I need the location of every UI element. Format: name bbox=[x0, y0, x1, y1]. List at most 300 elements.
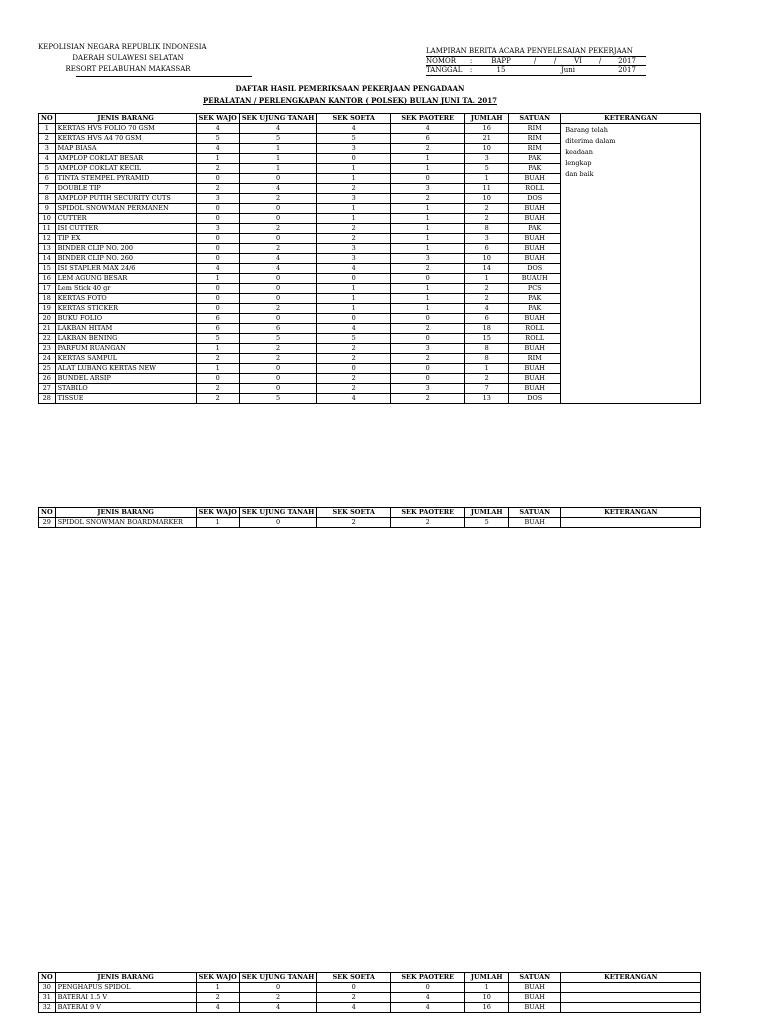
cell-value: DOS bbox=[509, 394, 561, 404]
lampiran-text: LAMPIRAN BERITA ACARA PENYELESAIAN PEKERJAAN bbox=[426, 47, 633, 55]
cell-value: 2 bbox=[391, 354, 465, 364]
cell-value: 2 bbox=[317, 354, 391, 364]
cell-value: 2 bbox=[465, 204, 509, 214]
org-underline bbox=[76, 76, 252, 77]
keterangan-cell bbox=[561, 983, 701, 993]
cell-value: 2 bbox=[239, 244, 316, 254]
cell-value: 2 bbox=[391, 194, 465, 204]
cell-value: 2 bbox=[239, 344, 316, 354]
cell-value: ROLL bbox=[509, 324, 561, 334]
cell-value: 1 bbox=[465, 983, 509, 993]
cell-value: 1 bbox=[239, 144, 316, 154]
column-header: SEK WAJO bbox=[196, 973, 239, 983]
cell-value: 0 bbox=[239, 374, 316, 384]
item-name: TISSUE bbox=[55, 394, 196, 404]
cell-value: 2 bbox=[239, 224, 316, 234]
cell-value: 0 bbox=[239, 294, 316, 304]
table-header-row bbox=[39, 114, 701, 124]
cell-value: 1 bbox=[465, 174, 509, 184]
cell-value: PCS bbox=[509, 284, 561, 294]
cell-value: RIM bbox=[509, 144, 561, 154]
lampiran-title bbox=[426, 47, 646, 57]
cell-value: BUAH bbox=[509, 244, 561, 254]
keterangan-cell bbox=[561, 1003, 701, 1013]
row-number: 17 bbox=[39, 284, 56, 294]
cell-value: ROLL bbox=[509, 184, 561, 194]
cell-value: 0 bbox=[391, 374, 465, 384]
column-header: JENIS BARANG bbox=[55, 114, 196, 124]
item-name: CUTTER bbox=[55, 214, 196, 224]
row-number: 3 bbox=[39, 144, 56, 154]
cell-value: 6 bbox=[465, 244, 509, 254]
cell-value: 4 bbox=[239, 264, 316, 274]
item-name: AMPLOP PUTIH SECURITY CUTS bbox=[55, 194, 196, 204]
item-name: LEM AGUNG BESAR bbox=[55, 274, 196, 284]
cell-value: 3 bbox=[196, 194, 239, 204]
cell-value: RIM bbox=[509, 134, 561, 144]
cell-value: 2 bbox=[465, 374, 509, 384]
cell-value: 0 bbox=[239, 364, 316, 374]
item-name: BATERAI 1.5 V bbox=[55, 993, 196, 1003]
cell-value: ROLL bbox=[509, 334, 561, 344]
item-name: KERTAS HVS FOLIO 70 GSM bbox=[55, 124, 196, 134]
cell-value: 3 bbox=[317, 244, 391, 254]
row-number: 18 bbox=[39, 294, 56, 304]
cell-value: BUAH bbox=[509, 374, 561, 384]
column-header: SEK SOETA bbox=[317, 114, 391, 124]
cell-value: 3 bbox=[317, 194, 391, 204]
column-header: JUMLAH bbox=[465, 508, 509, 518]
cell-value: 0 bbox=[239, 234, 316, 244]
cell-value: BUAH bbox=[509, 518, 561, 528]
cell-value: 2 bbox=[391, 518, 465, 528]
cell-value: 2 bbox=[317, 344, 391, 354]
cell-value: 1 bbox=[239, 164, 316, 174]
cell-value: 4 bbox=[239, 184, 316, 194]
cell-value: 11 bbox=[465, 184, 509, 194]
keterangan-cell bbox=[561, 518, 701, 528]
column-header: SATUAN bbox=[509, 114, 561, 124]
cell-value: 2 bbox=[196, 184, 239, 194]
cell-value: 15 bbox=[465, 334, 509, 344]
cell-value: 4 bbox=[196, 1003, 239, 1013]
column-header: JENIS BARANG bbox=[55, 508, 196, 518]
cell-value: 0 bbox=[317, 154, 391, 164]
column-header: SEK WAJO bbox=[196, 114, 239, 124]
cell-value: 2 bbox=[239, 993, 316, 1003]
cell-value: 2 bbox=[317, 518, 391, 528]
cell-value: 1 bbox=[465, 364, 509, 374]
item-name: KERTAS STICKER bbox=[55, 304, 196, 314]
cell-value: 8 bbox=[465, 354, 509, 364]
cell-value: 5 bbox=[239, 394, 316, 404]
item-name: LAKBAN BENING bbox=[55, 334, 196, 344]
cell-value: 0 bbox=[196, 284, 239, 294]
cell-value: BUAH bbox=[509, 364, 561, 374]
cell-value: 2 bbox=[391, 324, 465, 334]
cell-value: 0 bbox=[239, 204, 316, 214]
items-table-1 bbox=[38, 113, 701, 404]
column-header: JUMLAH bbox=[465, 973, 509, 983]
column-header: KETERANGAN bbox=[561, 114, 701, 124]
cell-value: 2 bbox=[196, 164, 239, 174]
cell-value: 4 bbox=[317, 394, 391, 404]
cell-value: 6 bbox=[196, 314, 239, 324]
cell-value: BUAH bbox=[509, 344, 561, 354]
cell-value: 5 bbox=[239, 134, 316, 144]
cell-value: 1 bbox=[391, 224, 465, 234]
row-number: 5 bbox=[39, 164, 56, 174]
table-body bbox=[39, 518, 701, 528]
cell-value: 1 bbox=[317, 284, 391, 294]
keterangan-line: dan baik bbox=[565, 170, 594, 178]
cell-value: 2 bbox=[317, 374, 391, 384]
cell-value: BUAH bbox=[509, 384, 561, 394]
cell-value: 4 bbox=[196, 144, 239, 154]
cell-value: 4 bbox=[465, 304, 509, 314]
column-header: NO bbox=[39, 114, 56, 124]
cell-value: 0 bbox=[317, 364, 391, 374]
cell-value: 0 bbox=[196, 374, 239, 384]
table-row bbox=[39, 993, 701, 1003]
cell-value: 0 bbox=[391, 174, 465, 184]
table-row bbox=[39, 1003, 701, 1013]
item-name: BUNDEL ARSIP bbox=[55, 374, 196, 384]
cell-value: 4 bbox=[391, 124, 465, 134]
item-name: STABILO bbox=[55, 384, 196, 394]
cell-value: BUAH bbox=[509, 254, 561, 264]
cell-value: 5 bbox=[239, 334, 316, 344]
item-name: BATERAI 9 V bbox=[55, 1003, 196, 1013]
cell-value: 2 bbox=[465, 214, 509, 224]
item-name: KERTAS HVS A4 70 GSM bbox=[55, 134, 196, 144]
row-number: 10 bbox=[39, 214, 56, 224]
cell-value: 4 bbox=[239, 124, 316, 134]
row-number: 29 bbox=[39, 518, 56, 528]
item-name: LAKBAN HITAM bbox=[55, 324, 196, 334]
column-header: SEK SOETA bbox=[317, 973, 391, 983]
item-name: BINDER CLIP NO. 260 bbox=[55, 254, 196, 264]
cell-value: BUAH bbox=[509, 174, 561, 184]
row-number: 1 bbox=[39, 124, 56, 134]
nomor-sep-3: / bbox=[598, 56, 602, 65]
row-number: 4 bbox=[39, 154, 56, 164]
tanggal-year: 2017 bbox=[618, 66, 636, 74]
item-name: TIP EX bbox=[55, 234, 196, 244]
cell-value: 0 bbox=[196, 304, 239, 314]
column-header: SEK PAOTERE bbox=[391, 114, 465, 124]
cell-value: 0 bbox=[196, 254, 239, 264]
cell-value: 5 bbox=[465, 164, 509, 174]
cell-value: 1 bbox=[391, 284, 465, 294]
table-row bbox=[39, 983, 701, 993]
cell-value: 3 bbox=[317, 254, 391, 264]
cell-value: 1 bbox=[317, 304, 391, 314]
column-header: SEK WAJO bbox=[196, 508, 239, 518]
nomor-sep-2: / bbox=[553, 56, 557, 65]
column-header: KETERANGAN bbox=[561, 508, 701, 518]
cell-value: PAK bbox=[509, 224, 561, 234]
cell-value: 2 bbox=[317, 234, 391, 244]
cell-value: 0 bbox=[391, 314, 465, 324]
keterangan-line: lengkap bbox=[565, 159, 592, 167]
cell-value: 1 bbox=[317, 294, 391, 304]
item-name: BINDER CLIP NO. 200 bbox=[55, 244, 196, 254]
cell-value: 1 bbox=[196, 154, 239, 164]
cell-value: 3 bbox=[391, 344, 465, 354]
cell-value: BUAH bbox=[509, 314, 561, 324]
nomor-month: VI bbox=[574, 56, 582, 65]
cell-value: 3 bbox=[196, 224, 239, 234]
cell-value: 0 bbox=[391, 334, 465, 344]
keterangan-line: diterima dalam bbox=[565, 137, 616, 145]
cell-value: PAK bbox=[509, 294, 561, 304]
cell-value: 6 bbox=[465, 314, 509, 324]
cell-value: 0 bbox=[239, 174, 316, 184]
cell-value: 1 bbox=[391, 204, 465, 214]
cell-value: 4 bbox=[317, 124, 391, 134]
cell-value: PAK bbox=[509, 164, 561, 174]
org-header bbox=[38, 42, 218, 77]
row-number: 13 bbox=[39, 244, 56, 254]
cell-value: BUAH bbox=[509, 993, 561, 1003]
cell-value: 2 bbox=[196, 354, 239, 364]
cell-value: 1 bbox=[196, 344, 239, 354]
table-row bbox=[39, 124, 701, 134]
item-name: MAP BIASA bbox=[55, 144, 196, 154]
row-number: 8 bbox=[39, 194, 56, 204]
row-number: 30 bbox=[39, 983, 56, 993]
cell-value: 0 bbox=[391, 364, 465, 374]
cell-value: 2 bbox=[317, 184, 391, 194]
cell-value: 0 bbox=[239, 518, 316, 528]
cell-value: 14 bbox=[465, 264, 509, 274]
cell-value: 3 bbox=[391, 384, 465, 394]
cell-value: 0 bbox=[239, 384, 316, 394]
document-title bbox=[200, 83, 500, 107]
cell-value: 4 bbox=[239, 1003, 316, 1013]
cell-value: 1 bbox=[196, 364, 239, 374]
row-number: 15 bbox=[39, 264, 56, 274]
item-name: ALAT LUBANG KERTAS NEW bbox=[55, 364, 196, 374]
title-line-2: PERALATAN / PERLENGKAPAN KANTOR ( POLSEK) BULAN JUNI TA. 2017 bbox=[202, 96, 497, 105]
cell-value: 0 bbox=[196, 234, 239, 244]
column-header: JENIS BARANG bbox=[55, 973, 196, 983]
nomor-sep-1: / bbox=[533, 56, 537, 65]
item-name: BUKU FOLIO bbox=[55, 314, 196, 324]
cell-value: 2 bbox=[196, 384, 239, 394]
cell-value: 0 bbox=[317, 274, 391, 284]
cell-value: 1 bbox=[239, 154, 316, 164]
org-line-1: KEPOLISIAN NEGARA REPUBLIK INDONESIA bbox=[38, 43, 207, 51]
cell-value: 0 bbox=[391, 983, 465, 993]
nomor-colon: : bbox=[469, 56, 473, 65]
cell-value: 10 bbox=[465, 254, 509, 264]
items-table-3 bbox=[38, 972, 701, 1013]
cell-value: 2 bbox=[317, 224, 391, 234]
cell-value: 3 bbox=[317, 144, 391, 154]
cell-value: 1 bbox=[391, 214, 465, 224]
cell-value: RIM bbox=[509, 354, 561, 364]
row-number: 24 bbox=[39, 354, 56, 364]
keterangan-cell bbox=[561, 124, 701, 404]
cell-value: 0 bbox=[239, 983, 316, 993]
cell-value: 16 bbox=[465, 1003, 509, 1013]
cell-value: 4 bbox=[317, 264, 391, 274]
cell-value: PAK bbox=[509, 154, 561, 164]
cell-value: 8 bbox=[465, 344, 509, 354]
cell-value: 2 bbox=[391, 264, 465, 274]
row-number: 14 bbox=[39, 254, 56, 264]
cell-value: 0 bbox=[196, 214, 239, 224]
table-body bbox=[39, 983, 701, 1013]
cell-value: 3 bbox=[391, 184, 465, 194]
keterangan-line: Barang telah bbox=[565, 126, 608, 134]
cell-value: 2 bbox=[239, 304, 316, 314]
cell-value: 1 bbox=[391, 234, 465, 244]
cell-value: 2 bbox=[239, 194, 316, 204]
cell-value: 1 bbox=[317, 214, 391, 224]
row-number: 6 bbox=[39, 174, 56, 184]
row-number: 28 bbox=[39, 394, 56, 404]
cell-value: BUAH bbox=[509, 234, 561, 244]
row-number: 25 bbox=[39, 364, 56, 374]
nomor-code: BAPP bbox=[491, 56, 511, 65]
column-header: KETERANGAN bbox=[561, 973, 701, 983]
row-number: 2 bbox=[39, 134, 56, 144]
cell-value: 0 bbox=[239, 314, 316, 324]
cell-value: 10 bbox=[465, 194, 509, 204]
cell-value: 0 bbox=[239, 284, 316, 294]
row-number: 7 bbox=[39, 184, 56, 194]
cell-value: 7 bbox=[465, 384, 509, 394]
table-row bbox=[39, 518, 701, 528]
item-name: PENGHAPUS SPIDOL bbox=[55, 983, 196, 993]
cell-value: BUAH bbox=[509, 1003, 561, 1013]
cell-value: 0 bbox=[196, 244, 239, 254]
row-number: 11 bbox=[39, 224, 56, 234]
cell-value: PAK bbox=[509, 304, 561, 314]
cell-value: 3 bbox=[391, 254, 465, 264]
items-table-2 bbox=[38, 507, 701, 528]
row-number: 22 bbox=[39, 334, 56, 344]
cell-value: 0 bbox=[196, 294, 239, 304]
cell-value: 6 bbox=[239, 324, 316, 334]
cell-value: 4 bbox=[317, 1003, 391, 1013]
row-number: 23 bbox=[39, 344, 56, 354]
item-name: TINTA STEMPEL PYRAMID bbox=[55, 174, 196, 184]
cell-value: 10 bbox=[465, 993, 509, 1003]
nomor-year: 2017 bbox=[618, 56, 636, 65]
row-number: 32 bbox=[39, 1003, 56, 1013]
cell-value: 1 bbox=[196, 274, 239, 284]
cell-value: 1 bbox=[391, 304, 465, 314]
cell-value: BUAUH bbox=[509, 274, 561, 284]
column-header: NO bbox=[39, 508, 56, 518]
cell-value: 1 bbox=[317, 164, 391, 174]
column-header: SEK PAOTERE bbox=[391, 973, 465, 983]
item-name: ISI STAPLER MAX 24/6 bbox=[55, 264, 196, 274]
column-header: SATUAN bbox=[509, 973, 561, 983]
item-name: SPIDOL SNOWMAN PERMANEN bbox=[55, 204, 196, 214]
cell-value: 4 bbox=[391, 1003, 465, 1013]
lampiran-block bbox=[426, 47, 646, 76]
column-header: SATUAN bbox=[509, 508, 561, 518]
cell-value: 5 bbox=[196, 334, 239, 344]
keterangan-line: keadaan bbox=[565, 148, 593, 156]
table-header-row bbox=[39, 973, 701, 983]
item-name: AMPLOP COKLAT BESAR bbox=[55, 154, 196, 164]
cell-value: 0 bbox=[317, 983, 391, 993]
cell-value: 18 bbox=[465, 324, 509, 334]
keterangan-cell bbox=[561, 993, 701, 1003]
org-line-2: DAERAH SULAWESI SELATAN bbox=[72, 54, 184, 62]
cell-value: 2 bbox=[465, 284, 509, 294]
cell-value: 5 bbox=[465, 518, 509, 528]
row-number: 21 bbox=[39, 324, 56, 334]
cell-value: 4 bbox=[391, 993, 465, 1003]
cell-value: 21 bbox=[465, 134, 509, 144]
cell-value: 2 bbox=[196, 993, 239, 1003]
item-name: AMPLOP COKLAT KECIL bbox=[55, 164, 196, 174]
cell-value: 1 bbox=[465, 274, 509, 284]
row-number: 20 bbox=[39, 314, 56, 324]
org-line-3: RESORT PELABUHAN MAKASSAR bbox=[65, 65, 191, 73]
cell-value: 1 bbox=[196, 983, 239, 993]
cell-value: 0 bbox=[391, 274, 465, 284]
column-header: SEK UJUNG TANAH bbox=[239, 114, 316, 124]
row-number: 16 bbox=[39, 274, 56, 284]
column-header: JUMLAH bbox=[465, 114, 509, 124]
cell-value: 4 bbox=[239, 254, 316, 264]
cell-value: 2 bbox=[239, 354, 316, 364]
cell-value: 2 bbox=[317, 384, 391, 394]
cell-value: 1 bbox=[391, 294, 465, 304]
tanggal-label: TANGGAL bbox=[426, 66, 463, 74]
cell-value: 0 bbox=[239, 214, 316, 224]
cell-value: 3 bbox=[465, 154, 509, 164]
column-header: SEK UJUNG TANAH bbox=[239, 508, 316, 518]
cell-value: 2 bbox=[391, 394, 465, 404]
cell-value: 5 bbox=[317, 334, 391, 344]
title-line-1: DAFTAR HASIL PEMERIKSAAN PEKERJAAN PENGADAAN bbox=[235, 84, 465, 93]
cell-value: 16 bbox=[465, 124, 509, 134]
cell-value: 2 bbox=[196, 394, 239, 404]
cell-value: 0 bbox=[317, 314, 391, 324]
cell-value: 1 bbox=[391, 164, 465, 174]
cell-value: BUAH bbox=[509, 214, 561, 224]
item-name: KERTAS FOTO bbox=[55, 294, 196, 304]
cell-value: 4 bbox=[196, 124, 239, 134]
cell-value: 4 bbox=[317, 324, 391, 334]
cell-value: 10 bbox=[465, 144, 509, 154]
cell-value: BUAH bbox=[509, 204, 561, 214]
cell-value: 8 bbox=[465, 224, 509, 234]
cell-value: DOS bbox=[509, 194, 561, 204]
cell-value: 1 bbox=[317, 174, 391, 184]
column-header: SEK SOETA bbox=[317, 508, 391, 518]
cell-value: 0 bbox=[196, 174, 239, 184]
item-name: SPIDOL SNOWMAN BOARDMARKER bbox=[55, 518, 196, 528]
cell-value: 6 bbox=[391, 134, 465, 144]
nomor-line bbox=[426, 57, 646, 67]
row-number: 19 bbox=[39, 304, 56, 314]
cell-value: 0 bbox=[239, 274, 316, 284]
row-number: 9 bbox=[39, 204, 56, 214]
cell-value: RIM bbox=[509, 124, 561, 134]
cell-value: 2 bbox=[465, 294, 509, 304]
cell-value: 4 bbox=[196, 264, 239, 274]
